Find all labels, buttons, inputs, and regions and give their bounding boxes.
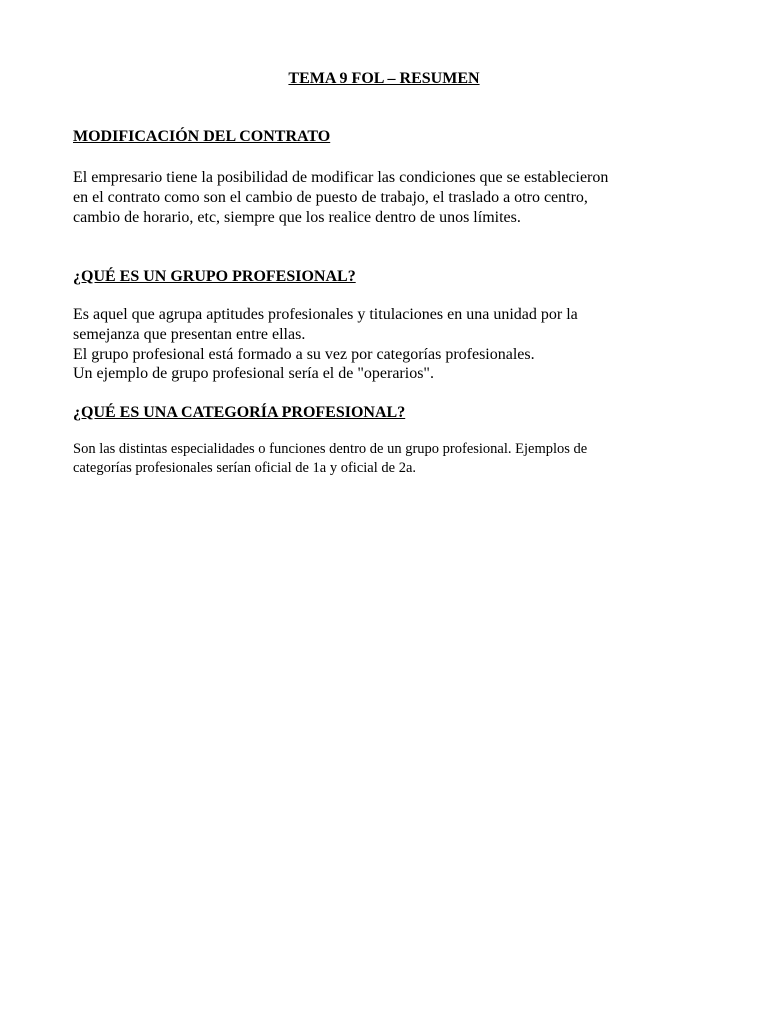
section-heading-professional-group: ¿QUÉ ES UN GRUPO PROFESIONAL? — [73, 268, 356, 285]
paragraph-line: Son las distintas especialidades o funciones dentro de un grupo profesional. Ejemplos de — [73, 441, 588, 457]
section-paragraph-professional-category — [73, 440, 693, 478]
section-paragraph-professional-group — [73, 305, 693, 384]
paragraph-line: El grupo profesional está formado a su vez por categorías profesionales. — [73, 345, 535, 363]
paragraph-line: semejanza que presentan entre ellas. — [73, 325, 306, 343]
paragraph-line: categorías profesionales serían oficial de 1a y oficial de 2a. — [73, 460, 417, 476]
paragraph-line: El empresario tiene la posibilidad de modificar las condiciones que se establecieron — [73, 169, 609, 186]
paragraph-line: cambio de horario, etc, siempre que los realice dentro de unos límites. — [73, 208, 521, 226]
paragraph-line: Es aquel que agrupa aptitudes profesionales y titulaciones en una unidad por la — [73, 306, 578, 323]
section-heading-contract-modification: MODIFICACIÓN DEL CONTRATO — [73, 128, 331, 145]
paragraph-line: Un ejemplo de grupo profesional sería el de "operarios". — [73, 365, 434, 383]
paragraph-line: en el contrato como son el cambio de puesto de trabajo, el traslado a otro centro, — [73, 188, 588, 206]
document-title: TEMA 9 FOL – RESUMEN — [288, 70, 480, 87]
section-paragraph-contract-modification — [73, 168, 693, 227]
section-heading-professional-category: ¿QUÉ ES UNA CATEGORÍA PROFESIONAL? — [73, 404, 406, 421]
